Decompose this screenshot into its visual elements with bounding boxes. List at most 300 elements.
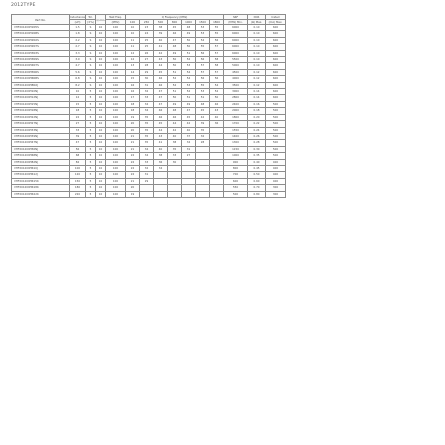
- cell-part-no: VHF201209H82NJ: [12, 159, 70, 165]
- cell-inductance: 22: [70, 114, 86, 120]
- cell-q-value: 29: [140, 69, 154, 75]
- cell-tol: 5: [86, 185, 96, 191]
- cell-q-value: 52: [168, 82, 182, 88]
- cell-tol: 5: [86, 127, 96, 133]
- cell-tol: S: [86, 25, 96, 31]
- cell-irated: 400: [266, 178, 286, 184]
- header-q-freq-1000: 1000: [182, 20, 196, 25]
- cell-q-value: 55: [210, 25, 224, 31]
- cell-q-value: 46: [154, 82, 168, 88]
- cell-q-value: 31: [140, 82, 154, 88]
- cell-part-no: VHF201209H39NJ: [12, 133, 70, 139]
- cell-q-value: 33: [140, 95, 154, 101]
- cell-irated: 500: [266, 133, 286, 139]
- cell-q-value: 35: [140, 140, 154, 146]
- cell-srf: 600: [224, 178, 248, 184]
- cell-q-value: 42: [168, 127, 182, 133]
- cell-q-value: 40: [154, 146, 168, 152]
- cell-test-freq: 100: [106, 25, 126, 31]
- cell-q-value: 31: [140, 172, 154, 178]
- cell-srf: 2000: [224, 108, 248, 114]
- cell-inductance: 1.8: [70, 31, 86, 37]
- cell-q-value: 21: [126, 133, 140, 139]
- cell-q-value: 38: [154, 25, 168, 31]
- cell-tol: 5: [86, 95, 96, 101]
- cell-test-freq: 100: [106, 95, 126, 101]
- cell-dcr: 0.10: [248, 50, 266, 56]
- cell-test-freq: 100: [106, 108, 126, 114]
- cell-q-min: 10: [96, 121, 106, 127]
- cell-q-value: 19: [126, 114, 140, 120]
- cell-dcr: 0.22: [248, 121, 266, 127]
- cell-test-freq: 100: [106, 37, 126, 43]
- cell-irated: 500: [266, 114, 286, 120]
- cell-part-no: VHF201209H1N5S: [12, 25, 70, 31]
- cell-q-value: 19: [126, 191, 140, 197]
- cell-dcr: 0.50: [248, 172, 266, 178]
- cell-part-no: VHF201209H8N2J: [12, 82, 70, 88]
- cell-q-value: 16: [126, 89, 140, 95]
- cell-q-value: 53: [182, 82, 196, 88]
- cell-q-value: 23: [140, 25, 154, 31]
- cell-q-value: 46: [168, 31, 182, 37]
- cell-q-value: 51: [196, 95, 210, 101]
- cell-q-value: 12: [126, 57, 140, 63]
- cell-srf: 1550: [224, 127, 248, 133]
- cell-q-value: 15: [126, 76, 140, 82]
- cell-tol: 5: [86, 165, 96, 171]
- cell-q-min: 10: [96, 127, 106, 133]
- cell-dcr: 0.10: [248, 25, 266, 31]
- cell-part-no: VHF201209H12NJ: [12, 95, 70, 101]
- cell-inductance: 100: [70, 165, 86, 171]
- cell-inductance: 4.7: [70, 63, 86, 69]
- document-title: 2012TYPE: [11, 3, 36, 8]
- cell-q-value: 35: [168, 146, 182, 152]
- cell-irated: 600: [266, 25, 286, 31]
- header-q-min: Q min: [96, 15, 106, 25]
- cell-dcr: 0.12: [248, 76, 266, 82]
- cell-tol: S: [86, 37, 96, 43]
- cell-q-value: 14: [126, 69, 140, 75]
- cell-irated: 600: [266, 76, 286, 82]
- cell-srf: 6000: [224, 44, 248, 50]
- cell-part-no: VHF201209H3N3S: [12, 50, 70, 56]
- header-test-freq: Test Freq.: [106, 15, 126, 20]
- cell-q-value: 38: [168, 140, 182, 146]
- cell-tol: S: [86, 50, 96, 56]
- cell-tol: S: [86, 76, 96, 82]
- cell-test-freq: 100: [106, 121, 126, 127]
- header-q-freq-1800: 1800: [210, 20, 224, 25]
- cell-q-value: 21: [126, 178, 140, 184]
- cell-q-value: 34: [140, 153, 154, 159]
- cell-dcr: 0.26: [248, 133, 266, 139]
- cell-q-value: 25: [140, 37, 154, 43]
- cell-part-no: VHF201209H18NJ: [12, 108, 70, 114]
- cell-irated: 600: [266, 50, 286, 56]
- cell-test-freq: 100: [106, 76, 126, 82]
- cell-q-value: 52: [182, 57, 196, 63]
- cell-inductance: 33: [70, 127, 86, 133]
- cell-q-min: 10: [96, 25, 106, 31]
- cell-q-value: 41: [154, 44, 168, 50]
- cell-inductance: 10: [70, 89, 86, 95]
- cell-q-value: 45: [154, 69, 168, 75]
- cell-test-freq: 100: [106, 153, 126, 159]
- cell-tol: S: [86, 57, 96, 63]
- cell-irated: 600: [266, 57, 286, 63]
- cell-q-value: 56: [196, 57, 210, 63]
- cell-q-min: 10: [96, 172, 106, 178]
- cell-srf: 4500: [224, 69, 248, 75]
- table-row: [12, 191, 286, 197]
- cell-q-value: 50: [182, 44, 196, 50]
- cell-q-value: 43: [154, 57, 168, 63]
- cell-inductance: 68: [70, 153, 86, 159]
- cell-q-value: 34: [140, 108, 154, 114]
- cell-q-value: 48: [168, 108, 182, 114]
- cell-srf: 1700: [224, 121, 248, 127]
- cell-inductance: 39: [70, 133, 86, 139]
- cell-q-value: 54: [182, 69, 196, 75]
- cell-irated: 300: [266, 191, 286, 197]
- cell-q-value: 32: [196, 133, 210, 139]
- cell-q-value: 47: [168, 37, 182, 43]
- cell-tol: 5: [86, 133, 96, 139]
- cell-q-value: 12: [126, 50, 140, 56]
- cell-tol: 5: [86, 108, 96, 114]
- cell-q-value: 20: [126, 127, 140, 133]
- cell-tol: 5: [86, 101, 96, 107]
- cell-irated: 300: [266, 185, 286, 191]
- header-q-freq-1500: 1500: [196, 20, 210, 25]
- cell-inductance: 12: [70, 95, 86, 101]
- cell-q-value: 53: [196, 31, 210, 37]
- cell-q-value: 50: [168, 95, 182, 101]
- cell-srf: 3000: [224, 89, 248, 95]
- cell-part-no: VHF201209H2N2S: [12, 37, 70, 43]
- cell-q-value: 29: [140, 178, 154, 184]
- cell-q-value: 46: [154, 76, 168, 82]
- cell-tol: S: [86, 44, 96, 50]
- cell-test-freq: 100: [106, 159, 126, 165]
- cell-srf: 1800: [224, 114, 248, 120]
- cell-dcr: 0.18: [248, 108, 266, 114]
- cell-irated: 500: [266, 108, 286, 114]
- cell-q-value: 46: [210, 101, 224, 107]
- cell-test-freq: 100: [106, 191, 126, 197]
- header-q-freq-100: 100: [126, 20, 140, 25]
- cell-q-min: 10: [96, 146, 106, 152]
- cell-inductance: 18: [70, 108, 86, 114]
- cell-dcr: 0.80: [248, 191, 266, 197]
- cell-inductance: 56: [70, 146, 86, 152]
- cell-test-freq: 100: [106, 31, 126, 37]
- cell-q-value: 22: [126, 172, 140, 178]
- cell-tol: 5: [86, 140, 96, 146]
- cell-q-value: 45: [182, 114, 196, 120]
- cell-q-value: 21: [126, 146, 140, 152]
- cell-q-value: 50: [168, 57, 182, 63]
- cell-inductance: 220: [70, 191, 86, 197]
- cell-tol: 5: [86, 172, 96, 178]
- cell-q-value: 11: [126, 44, 140, 50]
- cell-part-no: VHF201209H68NJ: [12, 153, 70, 159]
- cell-q-value: 35: [140, 133, 154, 139]
- cell-test-freq: 100: [106, 44, 126, 50]
- cell-q-value: 47: [182, 108, 196, 114]
- cell-srf: 1150: [224, 146, 248, 152]
- cell-q-value: 50: [210, 95, 224, 101]
- cell-q-value: 47: [154, 95, 168, 101]
- cell-srf: 900: [224, 159, 248, 165]
- cell-irated: 400: [266, 165, 286, 171]
- spec-table: [11, 14, 286, 198]
- cell-q-value: 40: [182, 127, 196, 133]
- cell-q-value: 39: [196, 121, 210, 127]
- cell-q-value: 57: [210, 69, 224, 75]
- cell-q-min: 10: [96, 108, 106, 114]
- header-dcr: DCR: [248, 15, 266, 20]
- cell-srf: 1000: [224, 153, 248, 159]
- cell-dcr: 0.10: [248, 31, 266, 37]
- cell-inductance: 8.2: [70, 82, 86, 88]
- cell-dcr: 0.24: [248, 127, 266, 133]
- cell-q-value: 55: [196, 44, 210, 50]
- cell-inductance: 120: [70, 172, 86, 178]
- cell-q-min: 10: [96, 76, 106, 82]
- cell-srf: 2800: [224, 95, 248, 101]
- cell-q-value: 49: [168, 50, 182, 56]
- cell-q-value: 43: [154, 133, 168, 139]
- cell-q-value: 34: [140, 101, 154, 107]
- cell-q-value: 35: [140, 127, 154, 133]
- cell-q-value: 57: [210, 44, 224, 50]
- cell-q-min: 10: [96, 44, 106, 50]
- cell-srf: 1300: [224, 140, 248, 146]
- cell-dcr: 0.45: [248, 165, 266, 171]
- header-tol: Tol.: [86, 15, 96, 20]
- cell-q-value: 34: [154, 165, 168, 171]
- cell-q-value: 41: [154, 140, 168, 146]
- cell-tol: 5: [86, 146, 96, 152]
- cell-q-value: 32: [140, 165, 154, 171]
- cell-inductance: 82: [70, 159, 86, 165]
- cell-dcr: 0.30: [248, 146, 266, 152]
- cell-part-no: VHF201209H3N9S: [12, 57, 70, 63]
- cell-q-value: 20: [126, 121, 140, 127]
- header-inductance: Inductance: [70, 15, 85, 19]
- cell-irated: 600: [266, 31, 286, 37]
- cell-part-no: VHF201209H56NJ: [12, 146, 70, 152]
- cell-tol: S: [86, 82, 96, 88]
- cell-q-value: 44: [168, 121, 182, 127]
- cell-tol: 5: [86, 114, 96, 120]
- cell-part-no: VHF201209H10NJ: [12, 89, 70, 95]
- cell-q-value: 21: [126, 140, 140, 146]
- cell-srf: 550: [224, 185, 248, 191]
- cell-q-value: 44: [154, 127, 168, 133]
- cell-tol: S: [86, 69, 96, 75]
- cell-irated: 600: [266, 44, 286, 50]
- cell-dcr: 0.28: [248, 140, 266, 146]
- cell-inductance: 180: [70, 185, 86, 191]
- cell-q-value: 13: [126, 63, 140, 69]
- cell-srf: 6000: [224, 37, 248, 43]
- cell-q-value: 31: [182, 146, 196, 152]
- header-q-freq-500: 500: [154, 20, 168, 25]
- cell-part-no: VHF201209HR10J: [12, 165, 70, 171]
- cell-test-freq: 100: [106, 101, 126, 107]
- cell-q-value: 53: [182, 63, 196, 69]
- cell-test-freq: 100: [106, 89, 126, 95]
- cell-q-min: 10: [96, 37, 106, 43]
- cell-q-min: 10: [96, 95, 106, 101]
- cell-q-value: 50: [182, 37, 196, 43]
- cell-q-value: 57: [210, 50, 224, 56]
- cell-tol: 5: [86, 191, 96, 197]
- cell-q-value: 17: [126, 95, 140, 101]
- cell-part-no: VHF201209H47NJ: [12, 140, 70, 146]
- cell-q-value: 42: [154, 50, 168, 56]
- cell-srf: 5000: [224, 63, 248, 69]
- cell-q-min: 10: [96, 57, 106, 63]
- cell-irated: 600: [266, 95, 286, 101]
- cell-q-value: 51: [182, 95, 196, 101]
- cell-q-value: 56: [210, 37, 224, 43]
- cell-q-value: 22: [126, 153, 140, 159]
- cell-q-value: 37: [182, 133, 196, 139]
- cell-q-value: 53: [196, 89, 210, 95]
- header-inductance-unit: (uH): [70, 20, 86, 25]
- cell-test-freq: 100: [106, 57, 126, 63]
- cell-test-freq: 100: [106, 114, 126, 120]
- cell-q-value: 47: [154, 101, 168, 107]
- cell-dcr: 0.14: [248, 89, 266, 95]
- cell-q-value: 51: [182, 50, 196, 56]
- cell-q-value: 46: [168, 114, 182, 120]
- cell-q-min: 10: [96, 159, 106, 165]
- cell-q-value: 56: [210, 76, 224, 82]
- cell-q-value: 52: [182, 89, 196, 95]
- cell-srf: 6000: [224, 50, 248, 56]
- cell-tol: S: [86, 31, 96, 37]
- cell-inductance: 2.7: [70, 44, 86, 50]
- cell-q-min: 10: [96, 82, 106, 88]
- cell-q-value: 43: [210, 108, 224, 114]
- header-srf: SRF: [224, 15, 248, 20]
- cell-q-min: 10: [96, 89, 106, 95]
- cell-inductance: 15: [70, 101, 86, 107]
- cell-dcr: 0.12: [248, 82, 266, 88]
- cell-inductance: 150: [70, 178, 86, 184]
- cell-q-value: 35: [140, 121, 154, 127]
- cell-part-no: VHF201209HR15K: [12, 178, 70, 184]
- cell-q-value: [210, 191, 224, 197]
- cell-part-no: VHF201209H4N7S: [12, 63, 70, 69]
- cell-irated: 600: [266, 82, 286, 88]
- cell-q-value: 39: [154, 31, 168, 37]
- cell-q-value: 58: [210, 57, 224, 63]
- cell-q-min: 10: [96, 101, 106, 107]
- cell-srf: 6000: [224, 31, 248, 37]
- cell-srf: 800: [224, 165, 248, 171]
- cell-q-value: 27: [182, 153, 196, 159]
- cell-q-value: 33: [168, 153, 182, 159]
- cell-q-value: 45: [196, 108, 210, 114]
- cell-test-freq: 100: [106, 69, 126, 75]
- cell-q-value: 54: [196, 37, 210, 43]
- cell-q-value: 42: [196, 114, 210, 120]
- cell-q-value: 56: [196, 76, 210, 82]
- cell-srf: 4000: [224, 76, 248, 82]
- cell-tol: 5: [86, 178, 96, 184]
- cell-inductance: 1.5: [70, 25, 86, 31]
- cell-q-value: 48: [168, 44, 182, 50]
- cell-q-min: 10: [96, 153, 106, 159]
- cell-inductance: 47: [70, 140, 86, 146]
- cell-srf: 500: [224, 191, 248, 197]
- cell-q-value: 49: [182, 31, 196, 37]
- cell-srf: 700: [224, 172, 248, 178]
- cell-part-no: VHF201209HR18K: [12, 185, 70, 191]
- cell-q-value: 36: [210, 121, 224, 127]
- cell-part-no: VHF201209HR12J: [12, 172, 70, 178]
- cell-inductance: 6.8: [70, 76, 86, 82]
- cell-q-value: 51: [168, 69, 182, 75]
- cell-test-freq: 100: [106, 140, 126, 146]
- cell-srf: 6000: [224, 25, 248, 31]
- cell-q-value: 16: [126, 82, 140, 88]
- cell-dcr: 0.40: [248, 159, 266, 165]
- cell-q-min: 10: [96, 50, 106, 56]
- cell-q-value: 46: [154, 114, 168, 120]
- header-test-freq-unit: (MHz): [106, 20, 126, 25]
- cell-q-value: 20: [126, 185, 140, 191]
- header-tol-unit: (±%): [87, 20, 94, 24]
- header-q-freq-800: 800: [168, 20, 182, 25]
- cell-part-no: VHF201209H15NJ: [12, 101, 70, 107]
- cell-q-value: 52: [210, 89, 224, 95]
- cell-dcr: 0.35: [248, 153, 266, 159]
- cell-part-no: VHF201209H33NJ: [12, 127, 70, 133]
- cell-q-min: 10: [96, 31, 106, 37]
- cell-srf: 3500: [224, 82, 248, 88]
- cell-q-value: 45: [154, 121, 168, 127]
- cell-q-value: 35: [196, 127, 210, 133]
- cell-inductance: 3.9: [70, 57, 86, 63]
- cell-test-freq: 100: [106, 133, 126, 139]
- cell-q-value: 35: [140, 114, 154, 120]
- cell-dcr: 0.16: [248, 101, 266, 107]
- cell-q-value: 22: [126, 159, 140, 165]
- cell-srf: 2400: [224, 101, 248, 107]
- cell-tol: S: [86, 63, 96, 69]
- cell-q-value: 18: [126, 108, 140, 114]
- cell-q-value: 50: [168, 63, 182, 69]
- cell-tol: 5: [86, 89, 96, 95]
- cell-q-value: [196, 191, 210, 197]
- cell-irated: 400: [266, 172, 286, 178]
- cell-q-value: 48: [182, 25, 196, 31]
- cell-q-value: 40: [168, 133, 182, 139]
- cell-test-freq: 100: [106, 63, 126, 69]
- cell-q-value: 10: [126, 25, 140, 31]
- cell-irated: 400: [266, 159, 286, 165]
- cell-q-value: 30: [140, 76, 154, 82]
- cell-q-value: 26: [140, 50, 154, 56]
